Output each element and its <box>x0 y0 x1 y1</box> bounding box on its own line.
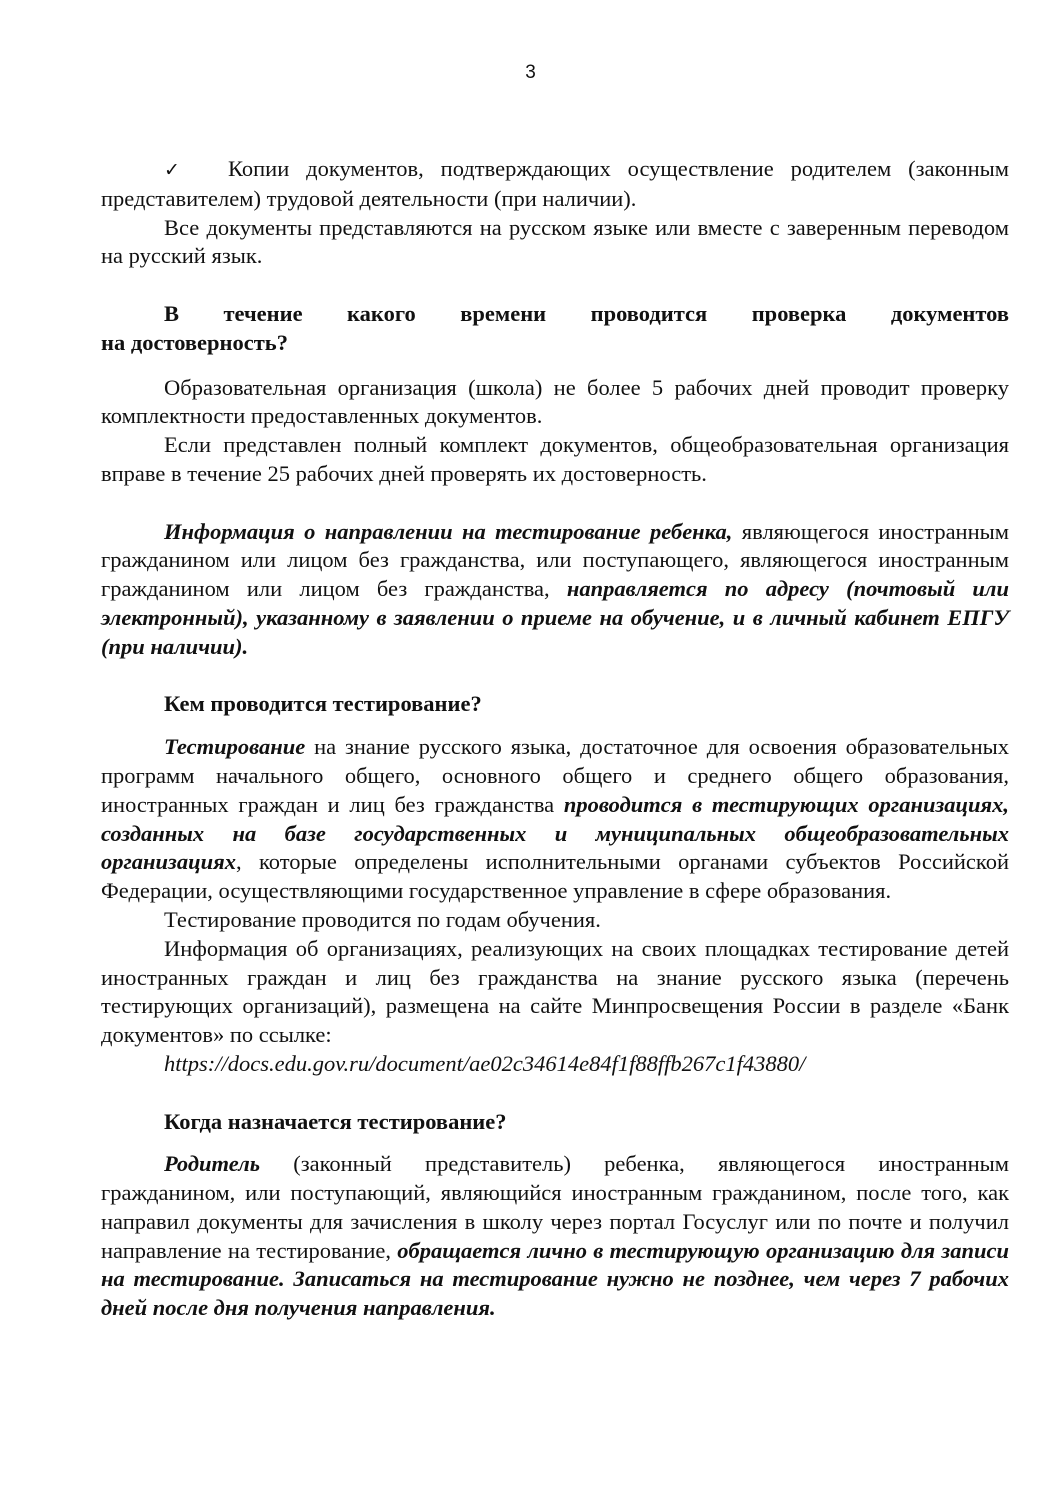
parent-emphasis-2: обращается лично в тестирующую организацию для записи на тестирование. Записаться на тестирование нужно не позднее, чем через 7 рабочих дней после дня получения направления. <box>101 1237 1009 1321</box>
info-plain-1: являющегося иностранным гражданином или лицом без гражданства, или поступающего, являющегося иностранным гражданином или лицом без гражданства, <box>101 518 1009 602</box>
testing-emphasis-2: проводится в тестирующих организациях, созданных на базе государственных и муниципальных общеобразовательных организациях <box>101 791 1009 875</box>
document-body <box>101 155 1009 1323</box>
ministry-link[interactable]: https://docs.edu.gov.ru/document/ae02c34614e84f1f88ffb267c1f43880/ <box>164 1050 806 1076</box>
testing-plain-2: , которые определены исполнительными органами субъектов Российской Федерации, осуществляющими государственное управление в сфере образования. <box>101 849 1009 904</box>
heading-verification-cont: на достоверность? <box>101 329 288 355</box>
paragraph-copies <box>101 155 1009 214</box>
testing-emphasis-1: Тестирование <box>164 734 306 760</box>
info-emphasis-2: направляется по адресу (почтовый или электронный), указанному в заявлении о приеме на обучение, и в личный кабинет ЕПГУ (при наличии). <box>101 576 1009 659</box>
paragraph-full-set: Если представлен полный комплект документов, общеобразовательная организация вправе в течение 25 рабочих дней проверять их достоверность. <box>101 432 1009 486</box>
heading-verification: В течение какого времени проводится проверка документов <box>164 300 1009 326</box>
paragraph-copies-text: Копии документов, подтверждающих осуществление родителем (законным представителем) трудовой деятельности (при наличии). <box>101 156 1009 211</box>
paragraph-language: Все документы представляются на русском языке или вместе с заверенным переводом на русский язык. <box>101 214 1009 269</box>
paragraph-info-direction <box>101 518 1009 662</box>
paragraph-orgs: Информация об организациях, реализующих на своих площадках тестирование детей иностранных граждан и лиц без гражданства на знание русского языка (перечень тестирующих организаций), размещена на сайте Минпросвещения России в разделе «Банк документов» по ссылке: <box>101 935 1009 1048</box>
paragraph-testing <box>101 733 1009 906</box>
parent-plain-1: (законный представитель) ребенка, являющегося иностранным гражданином, или поступающий, являющийся иностранным гражданином, после того, как направил документы для зачисления в школу через портал Госуслуг или по почте и получил направление на тестирование, <box>101 1151 1009 1263</box>
checkmark-icon: ✓ <box>164 159 180 181</box>
heading-when-tests: Когда назначается тестирование? <box>164 1108 507 1134</box>
paragraph-school-check: Образовательная организация (школа) не более 5 рабочих дней проводит проверку комплектности предоставленных документов. <box>101 374 1009 429</box>
paragraph-by-years: Тестирование проводится по годам обучения. <box>164 906 601 932</box>
testing-plain-1: на знание русского языка, достаточное для освоения образовательных программ начального общего, основного общего и среднего общего образования, иностранных граждан и лиц без гражданства <box>101 734 1009 817</box>
paragraph-parent <box>101 1150 1009 1323</box>
page-number: 3 <box>525 62 536 83</box>
info-emphasis-1: Информация о направлении на тестирование ребенка, <box>164 518 733 544</box>
heading-who-tests: Кем проводится тестирование? <box>164 691 482 717</box>
parent-emphasis-1: Родитель <box>164 1151 261 1177</box>
